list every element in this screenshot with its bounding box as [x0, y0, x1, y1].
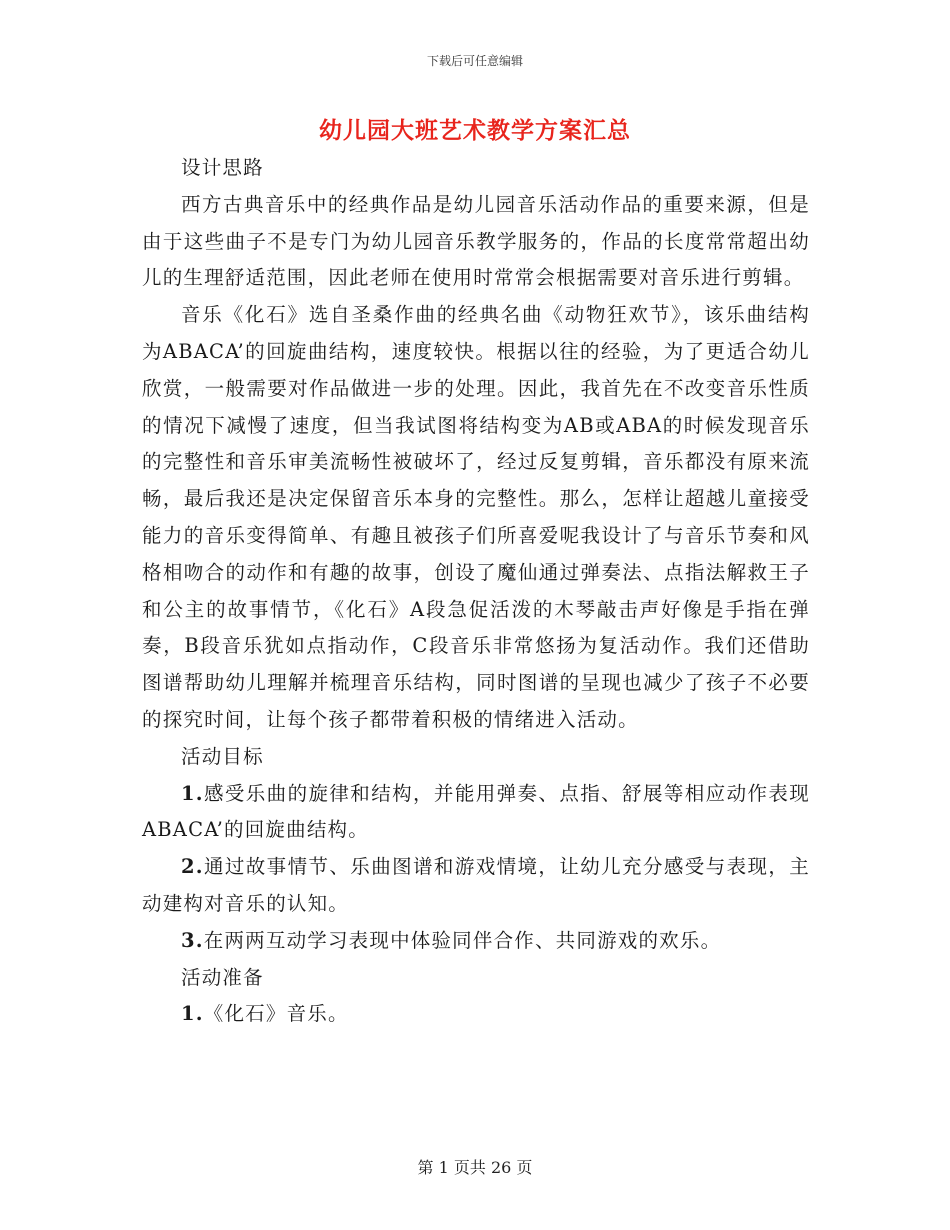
goal-number: 3.	[181, 928, 204, 952]
document-body	[142, 150, 810, 1033]
prep-text: 《化石》音乐。	[203, 1002, 349, 1026]
page-footer-number: 第 1 页共 26 页	[417, 1158, 533, 1177]
section-heading-design: 设计思路	[181, 156, 264, 179]
goal-item	[142, 776, 810, 850]
page-header-note: 下载后可任意编辑	[426, 54, 523, 68]
goal-text: 通过故事情节、乐曲图谱和游戏情境，让幼儿充分感受与表现，主动建构对音乐的认知。	[142, 855, 810, 915]
paragraph: 西方古典音乐中的经典作品是幼儿园音乐活动作品的重要来源，但是由于这些曲子不是专门为幼儿园音乐教学服务的，作品的长度常常超出幼儿的生理舒适范围，因此老师在使用时常常会根据需要对音乐进行剪辑。	[142, 192, 810, 290]
goal-number: 2.	[181, 855, 204, 879]
goal-item	[142, 849, 810, 923]
goal-item	[142, 923, 810, 960]
paragraph: 音乐《化石》选自圣桑作曲的经典名曲《动物狂欢节》，该乐曲结构为ABACA’的回旋曲结构，速度较快。根据以往的经验，为了更适合幼儿欣赏，一般需要对作品做进一步的处理。因此，我首先在不改变音乐性质的情况下减慢了速度，但当我试图将结构变为AB或ABA的时候发现音乐的完整性和音乐审美流畅性被破坏了，经过反复剪辑，音乐都没有原来流畅，最后我还是决定保留音乐本身的完整性。那么，怎样让超越儿童接受能力的音乐变得简单、有趣且被孩子们所喜爱呢我设计了与音乐节奏和风格相吻合的动作和有趣的故事，创设了魔仙通过弹奏法、点指法解救王子和公主的故事情节，《化石》A段急促活泼的木琴敲击声好像是手指在弹奏，B段音乐犹如点指动作，C段音乐非常悠扬为复活动作。我们还借助图谱帮助幼儿理解并梳理音乐结构，同时图谱的呈现也减少了孩子不必要的探究时间，让每个孩子都带着积极的情绪进入活动。	[142, 303, 810, 731]
goal-number: 1.	[181, 781, 204, 805]
goal-text: 感受乐曲的旋律和结构，并能用弹奏、点指、舒展等相应动作表现ABACA’的回旋曲结构。	[142, 781, 810, 842]
section-heading-prep: 活动准备	[181, 965, 264, 989]
section-heading-goals: 活动目标	[181, 744, 264, 768]
prep-number: 1.	[181, 1002, 204, 1026]
goal-text: 在两两互动学习表现中体验同伴合作、共同游戏的欢乐。	[203, 928, 722, 952]
prep-item	[142, 996, 810, 1033]
document-title: 幼儿园大班艺术教学方案汇总	[319, 117, 631, 144]
